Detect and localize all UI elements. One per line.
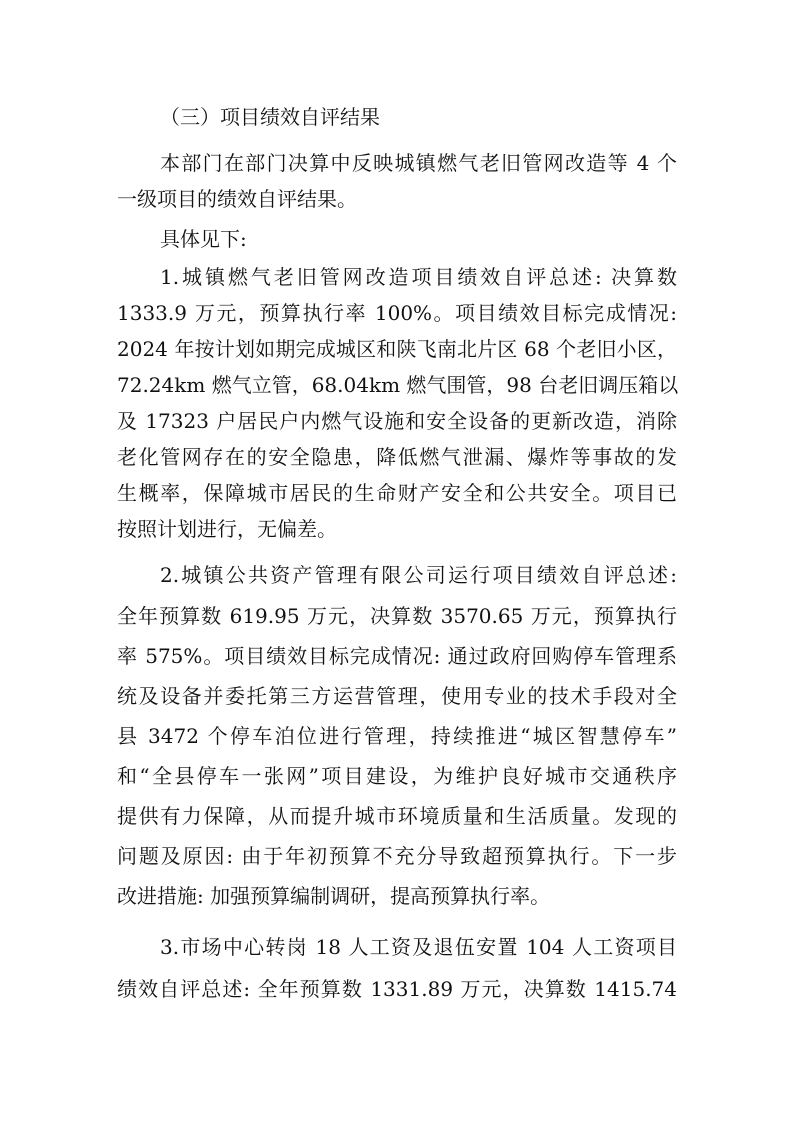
body-line: 老化管网存在的安全隐患，降低燃气泄漏、爆炸等事故的发 bbox=[117, 445, 677, 469]
body-line: 具体见下: bbox=[160, 227, 247, 251]
body-line: 1.城镇燃气老旧管网改造项目绩效自评总述: 决算数 bbox=[160, 265, 677, 289]
body-line: 问题及原因: 由于年初预算不充分导致超预算执行。下一步 bbox=[117, 844, 677, 868]
body-line: 提供有力保障，从而提升城市环境质量和生活质量。发现的 bbox=[117, 804, 677, 828]
body-line: 本部门在部门决算中反映城镇燃气老旧管网改造等 4 个 bbox=[160, 151, 677, 175]
body-line: 生概率，保障城市居民的生命财产安全和公共安全。项目已 bbox=[117, 481, 677, 505]
section-heading: （三）项目绩效自评结果 bbox=[160, 105, 380, 129]
body-line: 一级项目的绩效自评结果。 bbox=[117, 187, 357, 211]
body-line: 1333.9 万元，预算执行率 100%。项目绩效目标完成情况: bbox=[117, 301, 677, 325]
body-line: 及 17323 户居民户内燃气设施和安全设备的更新改造，消除 bbox=[117, 409, 677, 433]
body-line: 2.城镇公共资产管理有限公司运行项目绩效自评总述: bbox=[160, 563, 677, 587]
body-line: 县 3472 个停车泊位进行管理，持续推进“城区智慧停车” bbox=[117, 724, 677, 748]
body-line: 3.市场中心转岗 18 人工资及退伍安置 104 人工资项目 bbox=[160, 935, 677, 959]
body-line: 72.24km 燃气立管，68.04km 燃气围管，98 台老旧调压箱以 bbox=[117, 373, 679, 397]
body-line: 全年预算数 619.95 万元，决算数 3570.65 万元，预算执行 bbox=[117, 604, 677, 628]
body-line: 绩效自评总述: 全年预算数 1331.89 万元，决算数 1415.74 bbox=[117, 977, 677, 1001]
body-line: 和“全县停车一张网”项目建设，为维护良好城市交通秩序 bbox=[117, 764, 677, 788]
body-line: 率 575%。项目绩效目标完成情况: 通过政府回购停车管理系 bbox=[117, 644, 677, 668]
body-line: 按照计划进行，无偏差。 bbox=[117, 517, 337, 541]
body-line: 改进措施: 加强预算编制调研，提高预算执行率。 bbox=[117, 884, 551, 908]
body-line: 统及设备并委托第三方运营管理，使用专业的技术手段对全 bbox=[117, 684, 677, 708]
body-line: 2024 年按计划如期完成城区和陕飞南北片区 68 个老旧小区， bbox=[117, 337, 677, 361]
